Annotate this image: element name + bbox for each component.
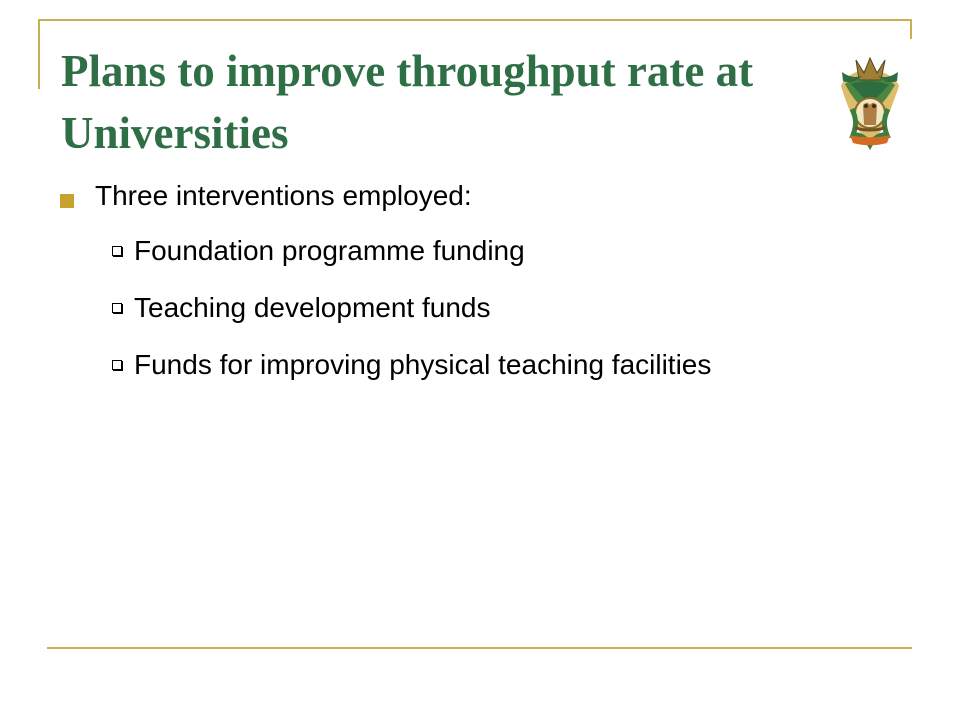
bottom-rule: [47, 647, 912, 649]
square-bullet-icon: [60, 194, 74, 208]
sub-bullet-item: [60, 289, 880, 327]
sub-bullet-list: [60, 232, 880, 384]
left-rule: [38, 19, 40, 89]
checkbox-bullet-icon: [112, 303, 122, 313]
right-rule: [910, 19, 912, 39]
sub-bullet-text: Funds for improving physical teaching facilities: [134, 349, 712, 380]
sub-bullet-text: Foundation programme funding: [134, 235, 525, 266]
checkbox-bullet-icon: [112, 246, 122, 256]
checkbox-bullet-icon: [112, 360, 122, 370]
sub-bullet-text: Teaching development funds: [134, 292, 491, 323]
top-rule: [38, 19, 912, 21]
sub-bullet-item: [60, 346, 880, 384]
slide-content: [60, 176, 880, 400]
sub-bullet-item: [60, 232, 880, 270]
main-bullet-item: [60, 176, 880, 216]
main-bullet-text: Three interventions employed:: [95, 180, 472, 211]
coat-of-arms-icon: [832, 55, 908, 150]
slide-title: Plans to improve throughput rate at Universities: [61, 46, 754, 158]
